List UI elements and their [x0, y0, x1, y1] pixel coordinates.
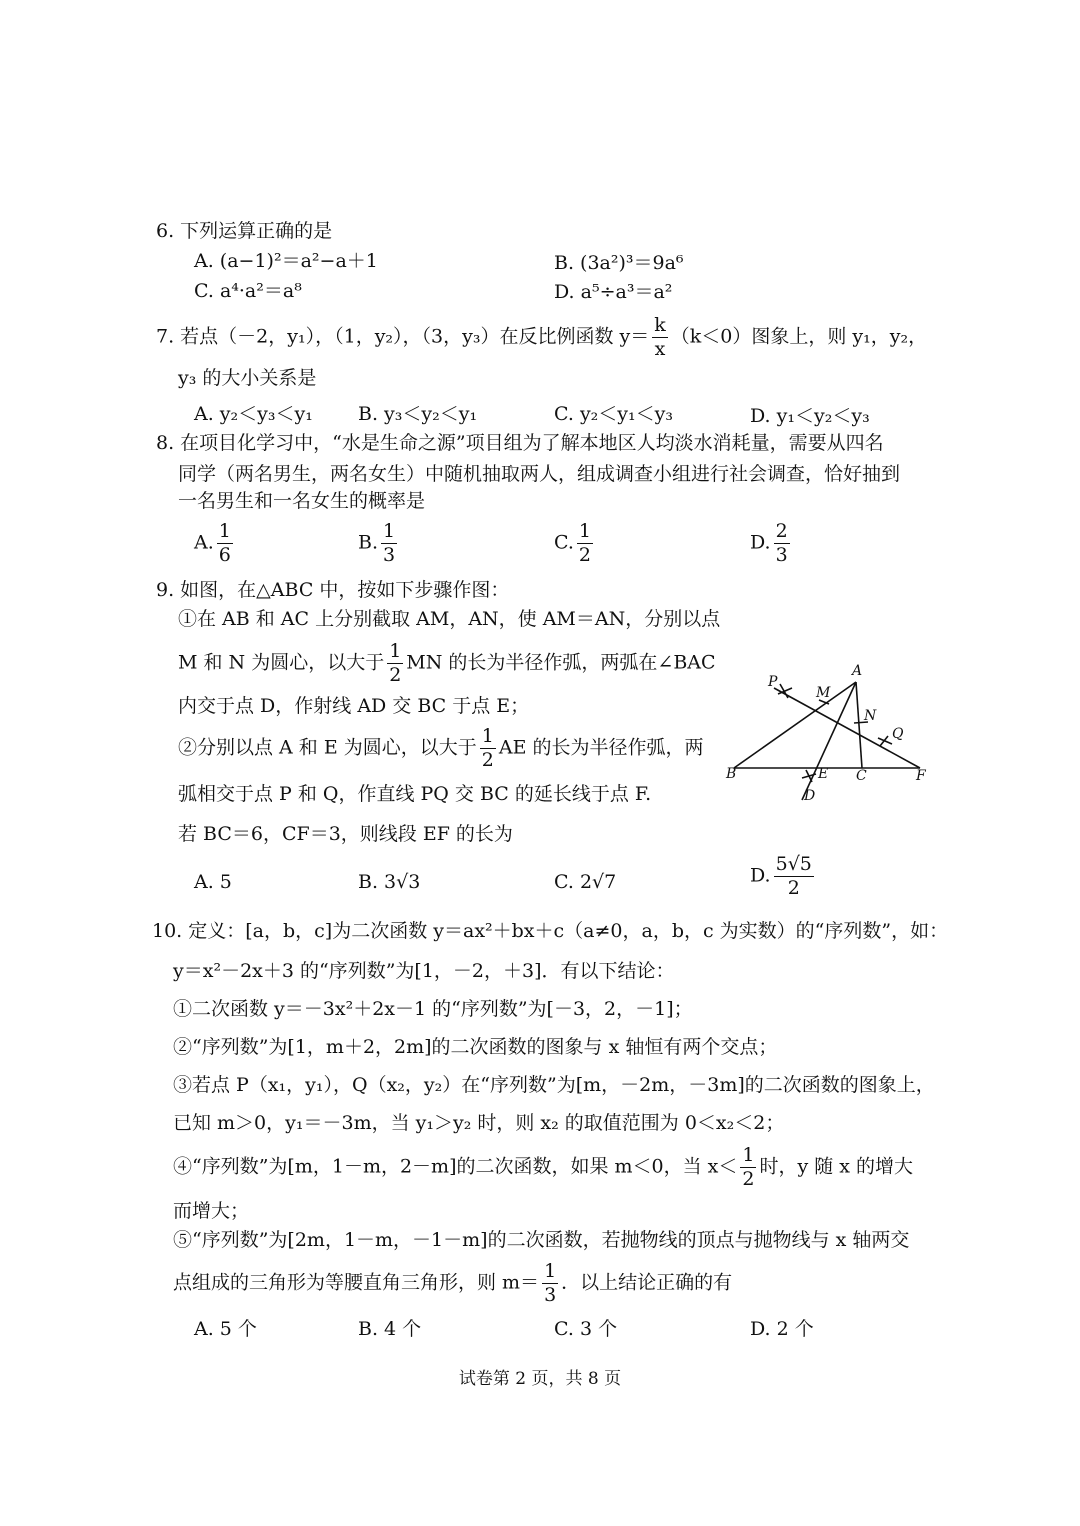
label-q: Q	[892, 726, 904, 742]
q7-option-d: D. y₁＜y₂＜y₃	[750, 405, 870, 427]
q10-option-a: A. 5 个	[194, 1318, 257, 1340]
q9-line3-den: 2	[389, 664, 402, 686]
q10-line7-num: 1	[742, 1144, 755, 1166]
q10-line5: ③若点 P（x₁，y₁），Q（x₂，y₂）在“序列数”为[m，－2m，－3m]的二次函数的图象上，	[173, 1074, 935, 1096]
q8-c-num: 1	[578, 520, 591, 542]
q10-line10-fraction	[542, 1262, 558, 1305]
q10-line7-den: 2	[742, 1168, 755, 1190]
label-c: C	[856, 768, 867, 784]
label-e: E	[818, 766, 829, 782]
side-ac	[856, 682, 862, 768]
q10-option-d: D. 2 个	[750, 1318, 814, 1340]
q8-b-num: 1	[383, 520, 396, 542]
q9-line5-post: AE 的长为半径作弧，两	[498, 736, 704, 759]
label-a: A	[852, 663, 863, 679]
q10-line7-post: 时，y 随 x 的增大	[759, 1155, 914, 1178]
q9-option-c: C. 2√7	[554, 871, 617, 893]
q10-line1: 10. 定义：[a，b，c]为二次函数 y＝ax²＋bx＋c（a≠0，a，b，c 为实数）的“序列数”，如：	[152, 920, 949, 942]
q10-line8: 而增大；	[173, 1200, 250, 1222]
q8-d-fraction	[774, 522, 790, 565]
q9-line3	[178, 642, 716, 685]
q8-b-fraction	[381, 522, 397, 565]
side-ab	[734, 682, 856, 768]
q9-line2: ①在 AB 和 AC 上分别截取 AM，AN，使 AM＝AN，分别以点	[178, 608, 721, 630]
q8-option-d	[750, 522, 793, 565]
label-m: M	[816, 685, 831, 701]
q7-frac-num: k	[654, 314, 666, 336]
q10-line4: ②“序列数”为[1，m＋2，2m]的二次函数的图象与 x 轴恒有两个交点；	[173, 1036, 778, 1058]
q9-line3-pre: M 和 N 为圆心，以大于	[178, 651, 385, 674]
q8-line1: 8. 在项目化学习中，“水是生命之源”项目组为了解本地区人均淡水消耗量，需要从四名	[156, 432, 884, 454]
label-p: P	[768, 674, 778, 690]
q9-d-num: 5√5	[775, 853, 812, 875]
q9-line5-num: 1	[481, 725, 494, 747]
label-n: N	[864, 708, 877, 724]
q10-line7-fraction	[740, 1146, 756, 1189]
q9-line6: 弧相交于点 P 和 Q，作直线 PQ 交 BC 的延长线于点 F.	[178, 783, 652, 805]
q9-line3-post: MN 的长为半径作弧，两弧在∠BAC	[406, 651, 716, 674]
q7-stem-line1	[156, 316, 927, 359]
q8-c-den: 2	[578, 544, 591, 566]
q10-line10-post: ．以上结论正确的有	[561, 1271, 733, 1294]
q7-option-a: A. y₂＜y₃＜y₁	[194, 403, 313, 425]
q9-option-d	[750, 855, 817, 898]
q9-option-b: B. 3√3	[358, 871, 421, 893]
q6-option-b: B. (3a²)³＝9a⁶	[554, 252, 684, 274]
q10-line3: ①二次函数 y＝－3x²＋2x－1 的“序列数”为[－3，2，－1]；	[173, 998, 693, 1020]
q10-line9: ⑤“序列数”为[2m，1－m，－1－m]的二次函数，若抛物线的顶点与抛物线与 x 轴两交	[173, 1229, 910, 1251]
q7-stem-line2: y₃ 的大小关系是	[178, 367, 317, 389]
q8-d-label: D.	[750, 531, 771, 554]
q6-option-d: D. a⁵÷a³＝a²	[554, 281, 673, 303]
q7-stem-post: （k＜0）图象上，则 y₁，y₂，	[670, 325, 928, 348]
arc-mark-q	[878, 736, 892, 746]
q10-line6: 已知 m＞0，y₁＝－3m，当 y₁＞y₂ 时，则 x₂ 的取值范围为 0＜x₂＜2；	[173, 1112, 785, 1134]
q9-triangle-figure	[722, 660, 942, 810]
q9-line5-pre: ②分别以点 A 和 E 为圆心，以大于	[178, 736, 477, 759]
q9-line4: 内交于点 D，作射线 AD 交 BC 于点 E；	[178, 695, 530, 717]
q9-d-fraction	[774, 855, 814, 898]
q8-c-label: C.	[554, 531, 574, 554]
label-f: F	[916, 768, 926, 784]
q7-option-c: C. y₂＜y₁＜y₃	[554, 403, 673, 425]
q10-option-c: C. 3 个	[554, 1318, 618, 1340]
q7-fraction	[652, 316, 668, 359]
q10-line10-num: 1	[544, 1260, 557, 1282]
q8-a-label: A.	[194, 531, 214, 554]
q10-line7-pre: ④“序列数”为[m，1－m，2－m]的二次函数，如果 m＜0，当 x＜	[173, 1155, 738, 1178]
q9-line5	[178, 727, 703, 770]
label-d: D	[804, 788, 816, 804]
q10-line10-den: 3	[544, 1284, 557, 1306]
q10-option-b: B. 4 个	[358, 1318, 422, 1340]
q10-line10-pre: 点组成的三角形为等腰直角三角形，则 m＝	[173, 1271, 540, 1294]
q7-stem-pre: 7. 若点（－2，y₁），（1，y₂），（3，y₃）在反比例函数 y＝	[156, 325, 650, 348]
q10-line2: y＝x²－2x＋3 的“序列数”为[1，－2，＋3]．有以下结论：	[173, 960, 675, 982]
q8-a-den: 6	[218, 544, 231, 566]
q10-line10	[173, 1262, 732, 1305]
q9-line3-num: 1	[389, 640, 402, 662]
q7-frac-den: x	[654, 338, 666, 360]
q8-b-den: 3	[383, 544, 396, 566]
q8-a-fraction	[217, 522, 233, 565]
q8-option-a	[194, 522, 236, 565]
q8-line3: 一名男生和一名女生的概率是	[178, 490, 426, 512]
q6-stem: 6. 下列运算正确的是	[156, 220, 333, 242]
q8-line2: 同学（两名男生，两名女生）中随机抽取两人，组成调查小组进行社会调查，恰好抽到	[178, 463, 901, 485]
q6-option-c: C. a⁴·a²＝a⁸	[194, 280, 302, 302]
q9-line5-fraction	[480, 727, 496, 770]
label-b: B	[726, 766, 737, 782]
q9-option-a: A. 5	[194, 871, 232, 893]
q9-line5-den: 2	[481, 749, 494, 771]
q8-b-label: B.	[358, 531, 379, 554]
q9-line7: 若 BC＝6，CF＝3，则线段 EF 的长为	[178, 823, 513, 845]
q8-d-den: 3	[775, 544, 788, 566]
q6-option-a: A. (a−1)²＝a²−a＋1	[194, 250, 378, 272]
q8-option-c	[554, 522, 596, 565]
q8-d-num: 2	[775, 520, 788, 542]
q8-a-num: 1	[218, 520, 231, 542]
q8-c-fraction	[577, 522, 593, 565]
arc-mark-d	[802, 770, 816, 782]
q9-line3-fraction	[387, 642, 403, 685]
q8-option-b	[358, 522, 400, 565]
q9-d-den: 2	[787, 877, 800, 899]
page-footer: 试卷第 2 页，共 8 页	[458, 1369, 622, 1389]
q9-line1: 9. 如图，在△ABC 中，按如下步骤作图：	[156, 579, 510, 601]
q7-option-b: B. y₃＜y₂＜y₁	[358, 403, 478, 425]
q10-line7	[173, 1146, 913, 1189]
q9-d-label: D.	[750, 864, 771, 887]
